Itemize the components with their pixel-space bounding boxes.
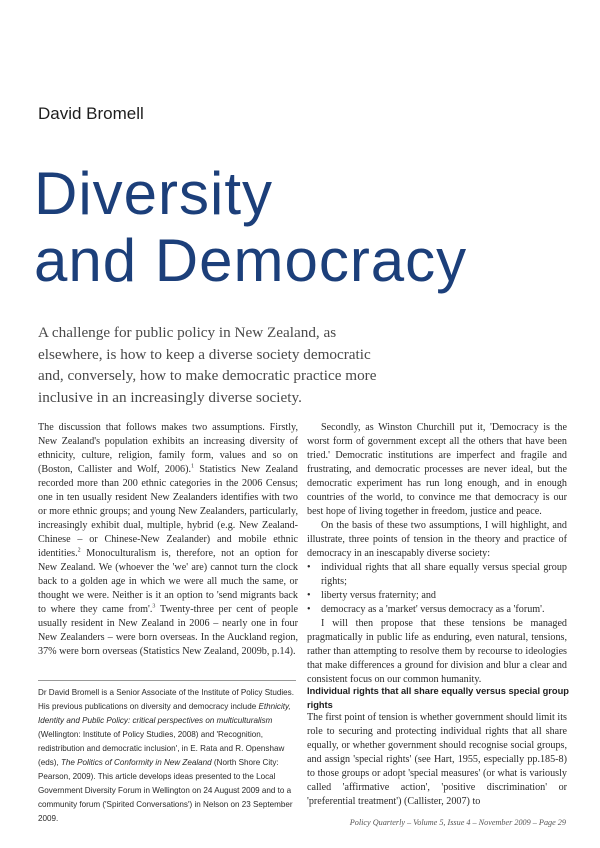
bio-book-title-1: Ethnicity, Identity and Public Policy: critical perspectives on multiculturalism <box>38 702 291 725</box>
title-line-1: Diversity <box>34 160 274 227</box>
left-text-b: Statistics New Zealand recorded more than 200 ethnic categories in the 2006 Census; one in ten usually resident New Zealanders identifies with two or more ethnic groups; and young New Zealanders, particularly, increasingly exhibit dual, multiple, hybrid (e.g. New Zealand-Chinese – or Chinese-New Zealander) and mobile ethnic identities. <box>38 464 298 559</box>
section-heading: Individual rights that all share equally versus special group rights <box>307 686 569 710</box>
author-bio <box>38 686 300 826</box>
bio-text-b: (Wellington: Institute of Policy Studies, 2008) and 'Recognition, redistribution and democratic inclusion', in E. Rata and R. Openshaw (eds), <box>38 730 285 767</box>
bio-text-a: Dr David Bromell is a Senior Associate of the Institute of Policy Studies. His previous publications on diversity and democracy include <box>38 688 294 711</box>
right-paragraph-3: I will then propose that these tensions be managed pragmatically in public life as enduring, even natural, tensions, rather than attempting to resolve them by recourse to ideologies that make differences a ground for division and blur a clear and consistent focus on our common humanity. <box>307 618 567 685</box>
right-column <box>307 421 567 687</box>
bio-book-title-2: The Politics of Conformity in New Zealand <box>60 758 212 767</box>
lede-paragraph: A challenge for public policy in New Zealand, as elsewhere, is how to keep a diverse society democratic and, conversely, how to make democratic practice more inclusive in an increasingly diverse society. <box>38 324 377 406</box>
left-column <box>38 421 298 659</box>
left-text-d: Twenty-three per cent of people usually resident in New Zealand in 2006 – nearly one in four New Zealanders – were born overseas. In the Auckland region, 37% were born overseas (Statistics New Zealand, 2009b, p.14). <box>38 604 299 657</box>
title-line-2: and Democracy <box>34 227 468 294</box>
author-name: David Bromell <box>38 104 144 123</box>
section-body: The first point of tension is whether government should limit its role to securing and protecting individual rights that all share equally, or whether government should recognise social groups, and assign 'special rights' (see Hart, 1955, especially pp.185-8) to those groups or adopt 'special measures' (or what is variously called 'affirmative action', 'positive discrimination' or 'preferential treatment') (Callister, 2007) to <box>307 712 567 807</box>
footnote-2: 2 <box>77 547 81 554</box>
left-text-c: Monoculturalism is, therefore, not an option for New Zealand. We (whoever the 'we' are) cannot turn the clock back to a golden age in which we were all much the same, or thought we were. Neither is it an option to 'send migrants back to where they came from'. <box>38 548 298 615</box>
tension-list <box>307 561 567 617</box>
left-text-a: The discussion that follows makes two assumptions. Firstly, New Zealand's population exhibits an increasing diversity of ethnicity, culture, religion, family form, values and so on (Boston, Callister and Wolf, 2006). <box>38 422 298 475</box>
left-paragraph <box>38 421 298 659</box>
footnote-1: 1 <box>190 463 194 470</box>
bio-divider <box>38 680 296 681</box>
page-footer: Policy Quarterly – Volume 5, Issue 4 – November 2009 – Page 29 <box>349 818 566 827</box>
list-item: • democracy as a 'market' versus democracy as a 'forum'. <box>321 603 567 617</box>
article-title <box>34 160 467 294</box>
footnote-3: 3 <box>152 603 156 610</box>
bio-text-c: (North Shore City: Pearson, 2009). This article develops ideas presented to the Local Government Diversity Forum in Wellington on 24 August 2009 and to a community forum ('Spirited Conversations') in Nelson on 23 September 2009. <box>38 758 293 823</box>
right-paragraph-1: Secondly, as Winston Churchill put it, 'Democracy is the worst form of government except all the others that have been tried.' Democratic institutions are imperfect and fragile and frustrating, and democratic processes are never ideal, but the democratic experiment has run long enough, and in enough countries of the world, to convince me that democracy is our best hope of living together in freedom, justice and peace. <box>307 422 567 517</box>
right-paragraph-2: On the basis of these two assumptions, I will highlight, and illustrate, three points of tension in the theory and practice of democracy in an inescapably diverse society: <box>307 520 567 559</box>
list-item: • liberty versus fraternity; and <box>321 589 567 603</box>
list-item: • individual rights that all share equally versus special group rights; <box>321 561 567 589</box>
